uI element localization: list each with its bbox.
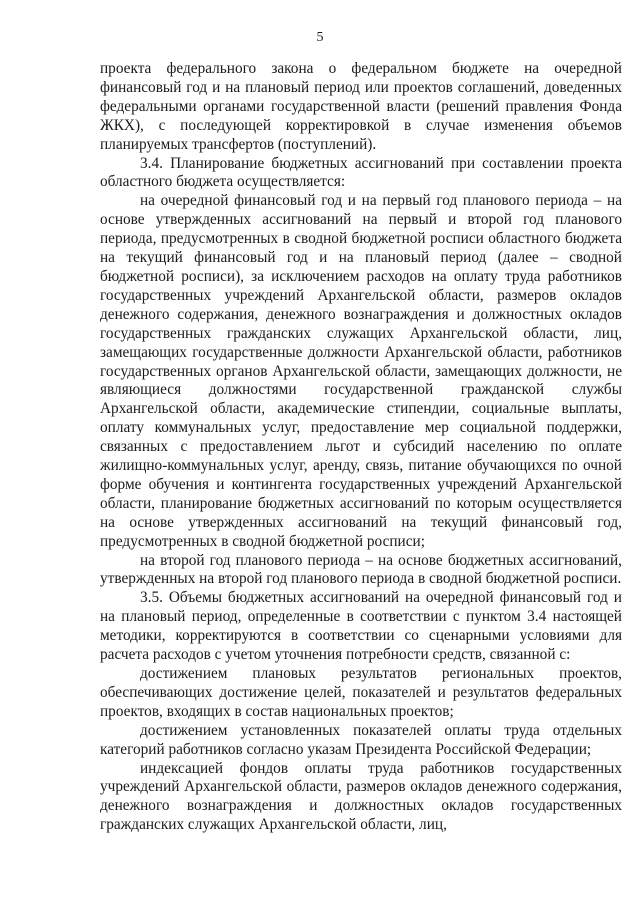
paragraph-salary-indicators: достижением установленных показателей оплаты труда отдельных категорий работников согласно указам Президента Российской Федерации; [100,721,622,758]
paragraph-first-year: на очередной финансовый год и на первый год планового периода – на основе утвержденных ассигнований на первый и второй год планового периода, предусмотренных в сводной бюджетной росписи областного бюджета на текущий финансовый год и на плановый период (далее – сводной бюджетной росписи), за исключением расходов на оплату труда работников государственных учреждений Архангельской области, размеров окладов денежного содержания, денежного вознаграждения и должностных окладов государственных гражданских служащих Архангельской области, лиц, замещающих государственные должности Архангельской области, работников государственных органов Архангельской области, замещающих должности, не являющиеся должностями государственной гражданской службы Архангельской области, академические стипендии, социальные выплаты, оплату коммунальных услуг, предоставление мер социальной поддержки, связанных с предоставлением льгот и субсидий населению по оплате жилищно-коммунальных услуг, аренду, связь, питание обучающихся по очной форме обучения и контингента государственных учреждений Архангельской области, планирование бюджетных ассигнований по которым осуществляется на основе утвержденных ассигнований на текущий финансовый год, предусмотренных в сводной бюджетной росписи; [100,192,622,550]
paragraph-3-5: 3.5. Объемы бюджетных ассигнований на очередной финансовый год и на плановый период, определенные в соответствии с пунктом 3.4 настоящей методики, корректируются в соответствии со сценарными условиями для расчета расходов с учетом уточнения потребности средств, связанной с: [100,589,622,664]
page-number: 5 [316,30,324,45]
paragraph-regional-projects: достижением плановых результатов региональных проектов, обеспечивающих достижение целей, показателей и результатов федеральных проектов, входящих в состав национальных проектов; [100,665,622,720]
document-body [100,60,622,835]
paragraph-continuation: проекта федерального закона о федеральном бюджете на очередной финансовый год и на плановый период или проектов соглашений, доведенных федеральными органами государственной власти (решений правления Фонда ЖКХ), с последующей корректировкой в случае изменения объемов планируемых трансфертов (поступлений). [100,60,622,153]
paragraph-3-4: 3.4. Планирование бюджетных ассигнований при составлении проекта областного бюджета осуществляется: [100,154,622,191]
paragraph-second-year: на второй год планового периода – на основе бюджетных ассигнований, утвержденных на второй год планового периода в сводной бюджетной росписи. [100,551,622,588]
paragraph-indexation: индексацией фондов оплаты труда работников государственных учреждений Архангельской области, размеров окладов денежного содержания, денежного вознаграждения и должностных окладов государственных гражданских служащих Архангельской области, лиц, [100,759,622,834]
